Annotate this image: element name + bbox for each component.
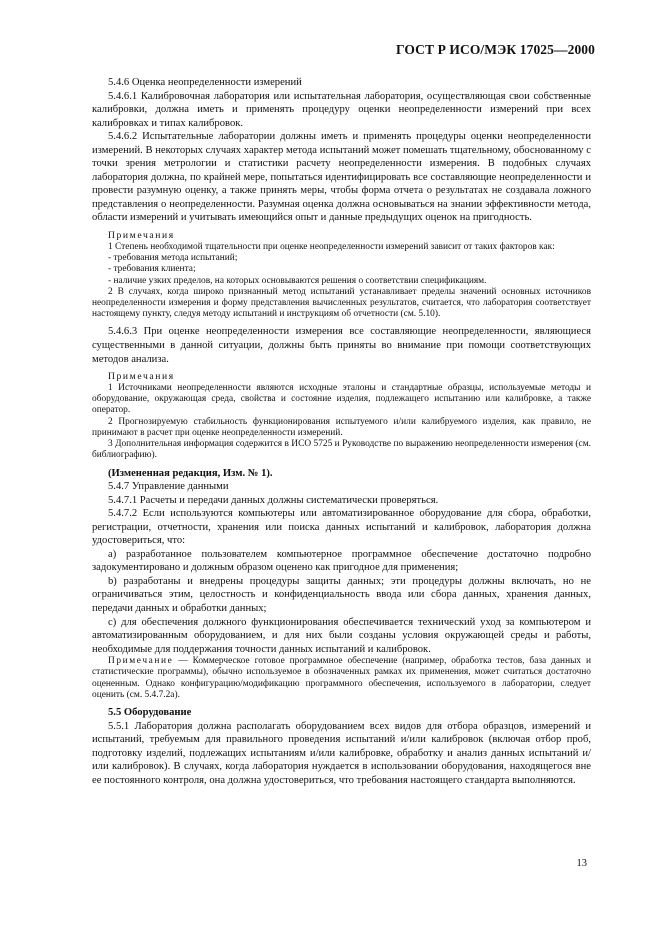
notes-heading: Примечания — [108, 371, 175, 383]
paragraph-5-4-6-1: 5.4.6.1 Калибровочная лаборатория или испытательная лаборатория, осуществляющая свои собственные калибровки, должна иметь и применять процедуру оценки неопределенности измерений при всех калибровках и типах калибровок. — [92, 90, 591, 129]
section-title-5-4-7: 5.4.7 Управление данными — [108, 481, 229, 493]
list-item-b: b) разработаны и внедрены процедуры защиты данных; эти процедуры должны включать, но не ограничиваться этим, целостность и конфиденциальность ввода или сбора данных, хранения данных, передачи данных и обработки данных; — [92, 575, 591, 614]
list-item-c: с) для обеспечения должного функционирования обеспечивается технический уход за компьютером и автоматизированным оборудованием, и для них были созданы условия окружающей среды и работы, необходимые для поддержания точности данных испытаний и калибровок. — [92, 616, 591, 655]
section-title-5-5: 5.5 Оборудование — [108, 706, 192, 718]
note-2: 2 Прогнозируемую стабильность функционирования испытуемого и/или калибруемого изделия, как правило, не принимают в расчет при оценке неопределенности измерений. — [92, 416, 591, 438]
notes-heading: Примечания — [108, 230, 175, 242]
list-item: - требования метода испытаний; — [108, 253, 238, 264]
note-1: 1 Источниками неопределенности являются исходные эталоны и стандартные образцы, используемые методы и оборудование, окружающая среда, свойства и состояние изделия, подлежащего испытанию или калибровке, а также оператор. — [92, 383, 591, 416]
note-text: — Коммерческое готовое программное обеспечение (например, обработка тестов, база данных и статистические программы), обычно используемое в обозначенных рамках их применения, может считаться достаточно оцененным. Однако конфигурацию/модификацию программного обеспечения, используемого в лаборатории, следует оценить (см. 5.4.7.2а). — [92, 656, 591, 700]
paragraph-5-4-6-3: 5.4.6.3 При оценке неопределенности измерения все составляющие неопределенности, являющиеся существенными в данной ситуации, должны быть приняты во внимание при помощи соответствующих методов анализа. — [92, 326, 591, 365]
paragraph-5-5-1: 5.5.1 Лаборатория должна располагать оборудованием всех видов для отбора образцов, измерений и испытаний, требуемым для правильного проведения испытаний и/или калибровок (включая отбор проб, подготовку изделий, подлежащих испытаниям и/или калибровке, обработку и анализ данных испытаний и/или калибровок). В случаях, когда лаборатория нуждается в использовании оборудования, находящегося вне ее постоянного контроля, она должна удостовериться, что требования настоящего стандарта выполняются. — [92, 720, 591, 786]
note-3: 3 Дополнительная информация содержится в ИСО 5725 и Руководстве по выражению неопределенности измерения (см. библиографию). — [92, 439, 591, 461]
section-title-5-4-6: 5.4.6 Оценка неопределенности измерений — [108, 77, 302, 88]
list-item: - наличие узких пределов, на которых основываются решения о соответствии спецификациям. — [108, 275, 487, 286]
list-item-a: а) разработанное пользователем компьютерное программное обеспечение достаточно подробно задокументировано и должным образом оценено как пригодное для применения; — [92, 548, 591, 574]
paragraph-5-4-7-2: 5.4.7.2 Если используются компьютеры или автоматизированное оборудование для сбора, обработки, регистрации, отчетности, хранения или поиска данных испытаний и калибровок, лаборатория должна удостовериться, что: — [92, 508, 591, 547]
paragraph-5-4-6-2: 5.4.6.2 Испытательные лаборатории должны иметь и применять процедуры оценки неопределенности измерений. В некоторых случаях характер метода испытаний может помешать тщательному, обоснованному с точки зрения метрологии и статистики расчету неопределенности измерения. В подобных случаях лаборатория должна, по крайней мере, попытаться идентифицировать все составляющие неопределенности и провести разумную оценку, а также принять меры, чтобы форма отчета о результатах не создавала ложного представления о неопределенности. Разумная оценка должна основываться на знании эффективности метода, области измерений и учитывать имеющийся опыт и данные предыдущих оценок на пригодность. — [92, 131, 591, 224]
note-software — [92, 656, 591, 701]
standard-header: ГОСТ Р ИСО/МЭК 17025—2000 — [396, 42, 595, 57]
note-2: 2 В случаях, когда широко признанный метод испытаний устанавливает пределы значений основных источников неопределенности измерения и форму представления вычисленных результатов, считается, что лаборатория соответствует настоящему пункту, следуя методу испытаний и инструкциям об отчетности (см. 5.10). — [92, 286, 591, 320]
note-label: Примечание — [108, 656, 174, 667]
page-number: 13 — [576, 858, 587, 869]
page-content — [92, 76, 591, 787]
list-item: - требования клиента; — [108, 264, 196, 275]
note-1: 1 Степень необходимой тщательности при оценке неопределенности измерений зависит от таких факторов как: — [108, 242, 555, 253]
paragraph-5-4-7-1: 5.4.7.1 Расчеты и передачи данных должны систематически проверяться. — [108, 494, 439, 506]
amendment-note: (Измененная редакция, Изм. № 1). — [108, 467, 273, 479]
